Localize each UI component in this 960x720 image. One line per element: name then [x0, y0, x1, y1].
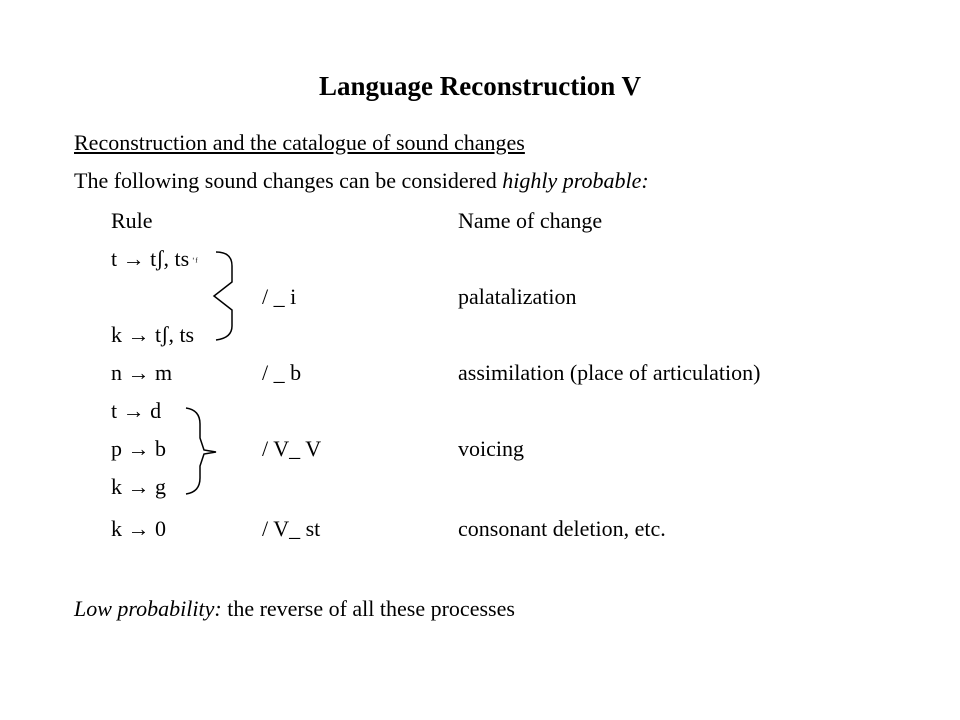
rule-cell: k → tʃ, ts [111, 322, 195, 347]
slide-title: Language Reconstruction V [318, 71, 641, 101]
table-row [0, 434, 960, 464]
intro-text [74, 166, 649, 196]
header-name-of-change: Name of change [458, 208, 603, 233]
rule-cell: n → m [111, 360, 173, 385]
slide-subtitle: Reconstruction and the catalogue of sound changes [74, 130, 525, 155]
superscript-mark: ˈᶠ [191, 255, 198, 269]
rule-cell: k → 0 [111, 516, 166, 541]
table-row [0, 396, 960, 426]
rule-text: t → tʃ, ts [111, 246, 190, 271]
rule-cell: k → g [111, 474, 166, 499]
outro-text [74, 594, 515, 624]
environment-cell: / _ b [262, 360, 302, 385]
outro-lead: the reverse of all these processes [221, 596, 515, 621]
rule-cell [111, 244, 198, 277]
change-name-cell: consonant deletion, etc. [458, 516, 666, 541]
table-row [0, 358, 960, 388]
table-row [0, 514, 960, 544]
change-name-cell: assimilation (place of articulation) [458, 360, 761, 385]
rule-cell: p → b [111, 436, 166, 461]
environment-cell: / _ i [262, 284, 297, 309]
table-header [0, 206, 960, 236]
header-rule: Rule [111, 208, 153, 233]
environment-cell: / V_ V [262, 436, 322, 461]
environment-cell: / V_ st [262, 516, 321, 541]
intro-emphasis: highly probable: [502, 168, 649, 193]
outro-emphasis: Low probability: [74, 596, 222, 621]
table-row [0, 244, 960, 274]
change-name-cell: voicing [458, 436, 524, 461]
intro-lead: The following sound changes can be considered [74, 168, 503, 193]
rule-cell: t → d [111, 398, 162, 423]
table-row [0, 282, 960, 312]
table-row [0, 320, 960, 350]
change-name-cell: palatalization [458, 284, 577, 309]
table-row [0, 472, 960, 502]
